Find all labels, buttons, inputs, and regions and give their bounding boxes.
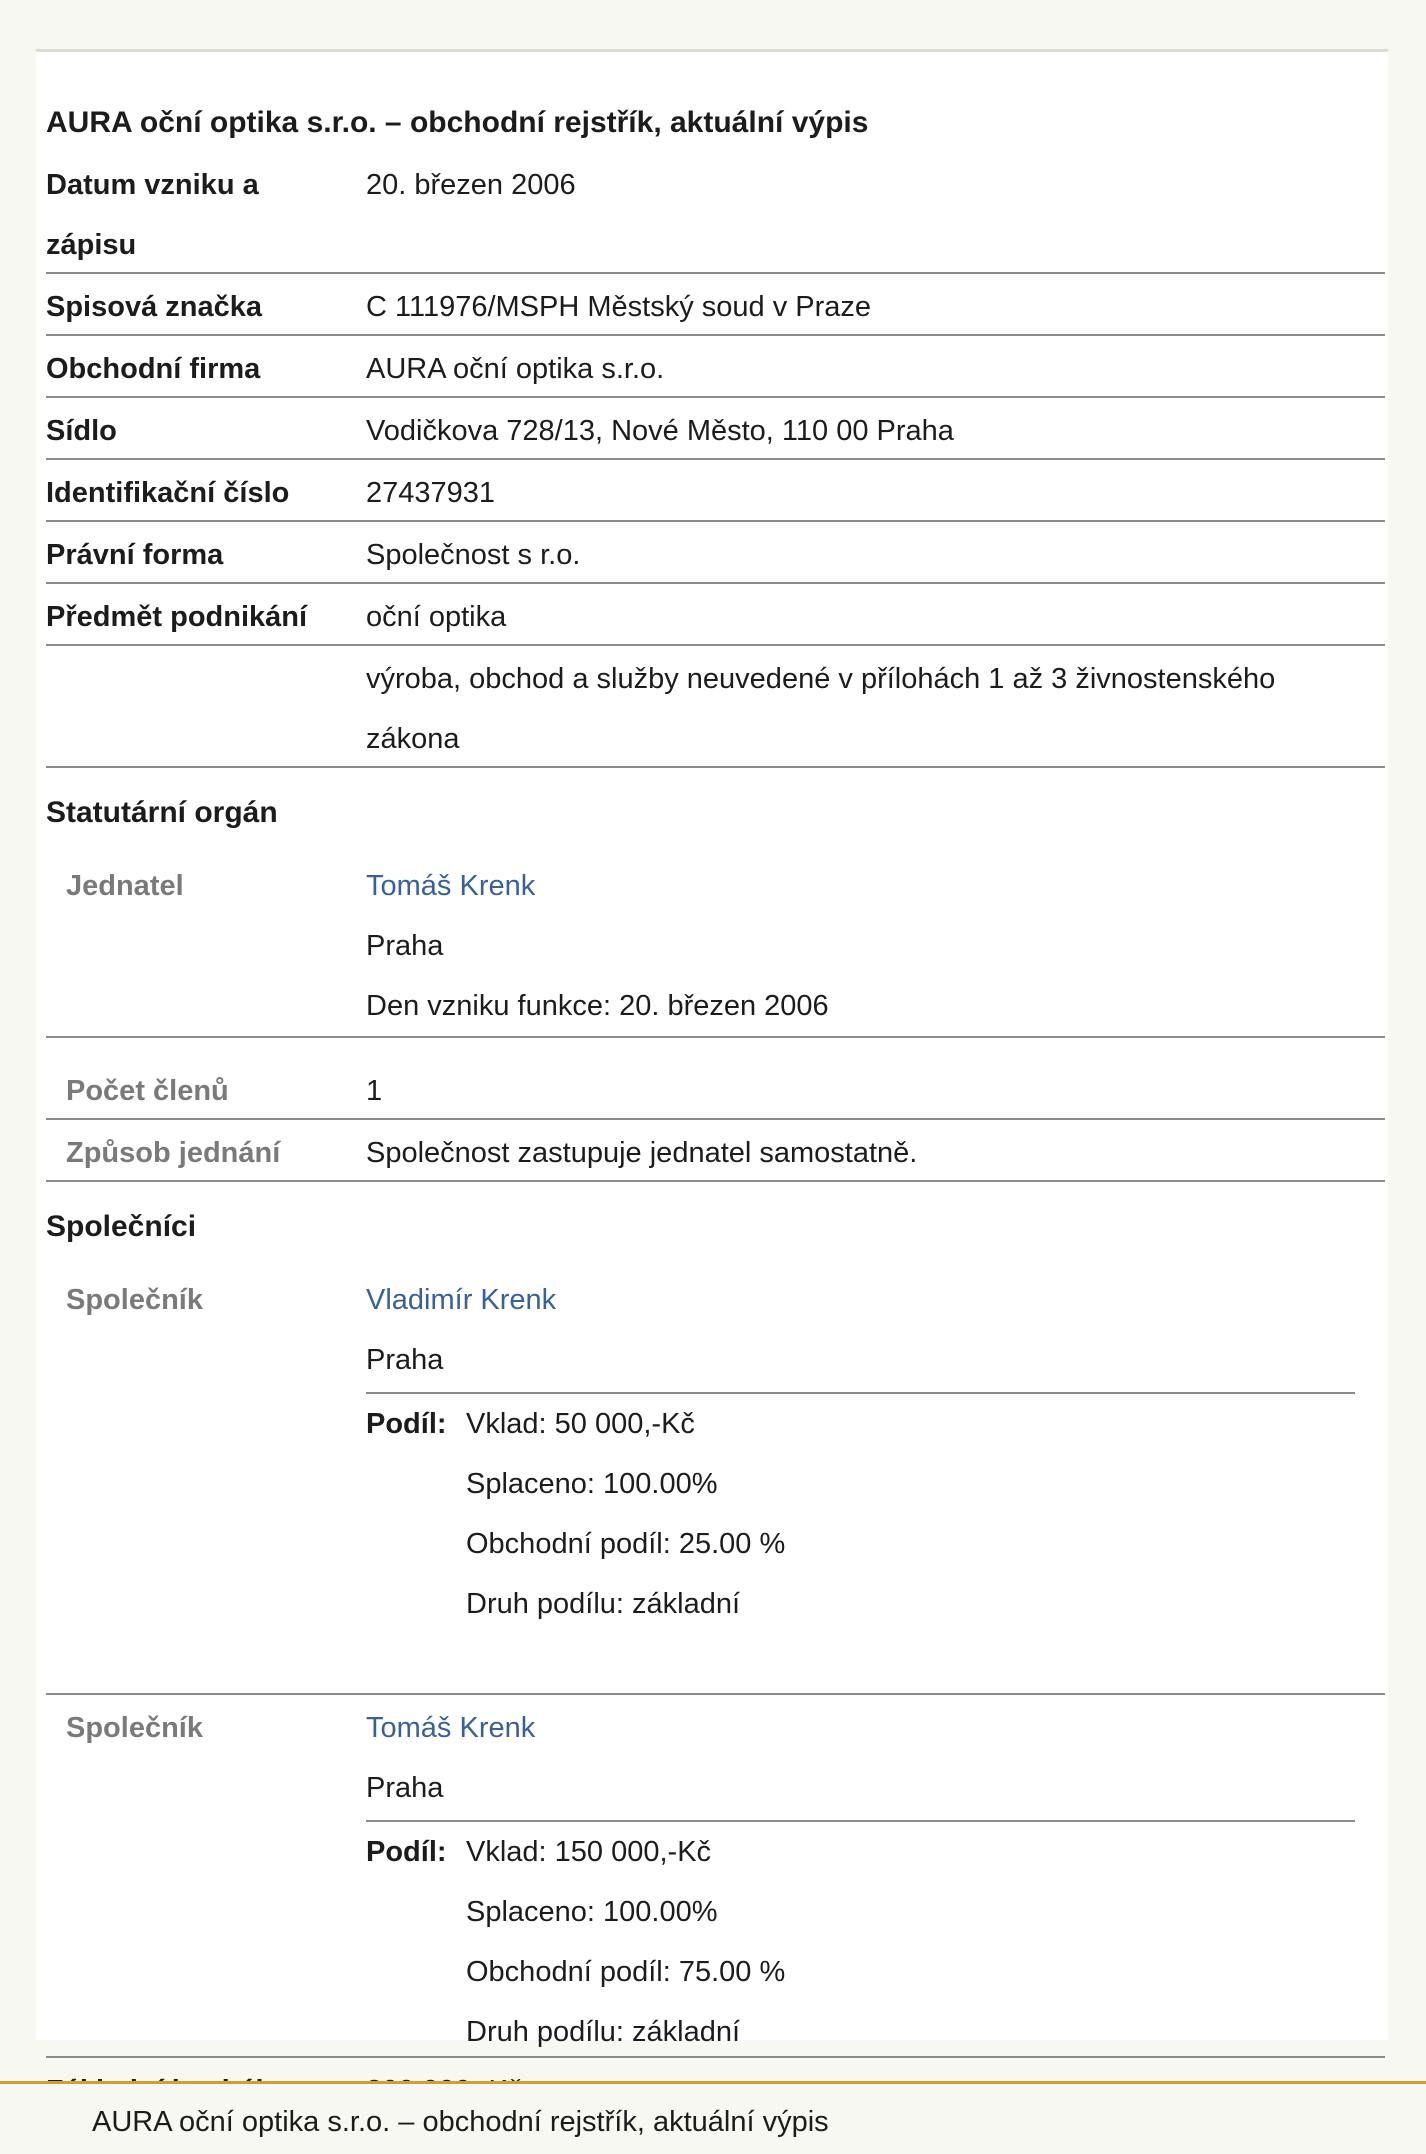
label-pocet-clenu: Počet členů — [66, 1075, 229, 1107]
value-spolecnik — [366, 1695, 1385, 2056]
share-obchodni-podil: Obchodní podíl: 25.00 % — [466, 1528, 786, 1560]
row-identifikacni-cislo — [46, 460, 1385, 522]
label-sidlo: Sídlo — [46, 415, 117, 447]
jednatel-name-link[interactable]: Tomáš Krenk — [366, 870, 536, 902]
main-panel — [36, 49, 1388, 2048]
value-sidlo: Vodičkova 728/13, Nové Město, 110 00 Praha — [366, 415, 954, 447]
footer — [0, 2081, 1426, 2154]
share-splaceno: Splaceno: 100.00% — [466, 1468, 718, 1500]
value-datum-vzniku: 20. březen 2006 — [366, 169, 576, 201]
value-spolecnik — [366, 1267, 1385, 1693]
row-pocet-clenu — [46, 1038, 1385, 1120]
row-spisova-znacka — [46, 274, 1385, 336]
register-extract — [46, 94, 1385, 2120]
value-predmet-podnikani-2: výroba, obchod a služby neuvedené v přílohách 1 až 3 živnostenského zákona — [366, 663, 1276, 755]
row-sidlo — [46, 398, 1385, 460]
label-spolecnik: Společník — [66, 1284, 203, 1316]
share-druh-podilu: Druh podílu: základní — [466, 1588, 741, 1620]
share-vklad: Vklad: 150 000,-Kč — [466, 1836, 712, 1868]
label-identifikacni-cislo: Identifikační číslo — [46, 477, 290, 509]
section-spolecnici: Společníci — [46, 1210, 197, 1243]
row-obchodni-firma — [46, 336, 1385, 398]
value-pocet-clenu: 1 — [366, 1075, 383, 1107]
share-block — [366, 1392, 1355, 1634]
label-datum-vzniku: Datum vzniku a zápisu — [46, 169, 259, 261]
label-spisova-znacka: Spisová značka — [46, 291, 262, 323]
share-vklad: Vklad: 50 000,-Kč — [466, 1408, 695, 1440]
label-spolecnik: Společník — [66, 1712, 203, 1744]
section-statutarni-organ: Statutární orgán — [46, 796, 278, 829]
row-predmet-podnikani — [46, 584, 1385, 646]
value-pravni-forma: Společnost s r.o. — [366, 539, 581, 571]
spolecnik-city: Praha — [366, 1344, 444, 1376]
row-datum-vzniku — [46, 152, 1385, 274]
row-zpusob-jednani — [46, 1120, 1385, 1182]
value-jednatel — [366, 853, 1385, 1036]
share-details — [466, 1394, 1355, 1634]
label-zpusob-jednani: Způsob jednání — [66, 1137, 281, 1169]
row-spolecnik — [46, 1267, 1385, 1695]
spolecnik-name-link[interactable]: Tomáš Krenk — [366, 1712, 536, 1744]
row-jednatel — [46, 853, 1385, 1038]
share-druh-podilu: Druh podílu: základní — [466, 2016, 741, 2048]
share-splaceno: Splaceno: 100.00% — [466, 1896, 718, 1928]
jednatel-since: Den vzniku funkce: 20. březen 2006 — [366, 990, 829, 1022]
value-identifikacni-cislo: 27437931 — [366, 477, 496, 509]
share-details — [466, 1822, 1355, 2062]
share-label: Podíl: — [366, 1408, 447, 1440]
page-title: AURA oční optika s.r.o. – obchodní rejstřík, aktuální výpis — [46, 106, 869, 139]
row-pravni-forma — [46, 522, 1385, 584]
label-empty — [46, 646, 366, 766]
share-block — [366, 1820, 1355, 2062]
jednatel-city: Praha — [366, 930, 444, 962]
label-jednatel: Jednatel — [66, 870, 184, 902]
row-spolecnik — [46, 1695, 1385, 2058]
spolecnik-name-link[interactable]: Vladimír Krenk — [366, 1284, 557, 1316]
row-predmet-podnikani-2 — [46, 646, 1385, 768]
value-predmet-podnikani-1: oční optika — [366, 601, 507, 633]
label-obchodni-firma: Obchodní firma — [46, 353, 261, 385]
share-label: Podíl: — [366, 1836, 447, 1868]
label-predmet-podnikani: Předmět podnikání — [46, 601, 308, 633]
label-pravni-forma: Právní forma — [46, 539, 224, 571]
spolecnik-city: Praha — [366, 1772, 444, 1804]
value-zpusob-jednani: Společnost zastupuje jednatel samostatně. — [366, 1137, 918, 1169]
share-obchodni-podil: Obchodní podíl: 75.00 % — [466, 1956, 786, 1988]
value-spisova-znacka: C 111976/MSPH Městský soud v Praze — [366, 291, 872, 323]
value-obchodni-firma: AURA oční optika s.r.o. — [366, 353, 665, 385]
footer-text: AURA oční optika s.r.o. – obchodní rejstřík, aktuální výpis — [92, 2106, 829, 2138]
